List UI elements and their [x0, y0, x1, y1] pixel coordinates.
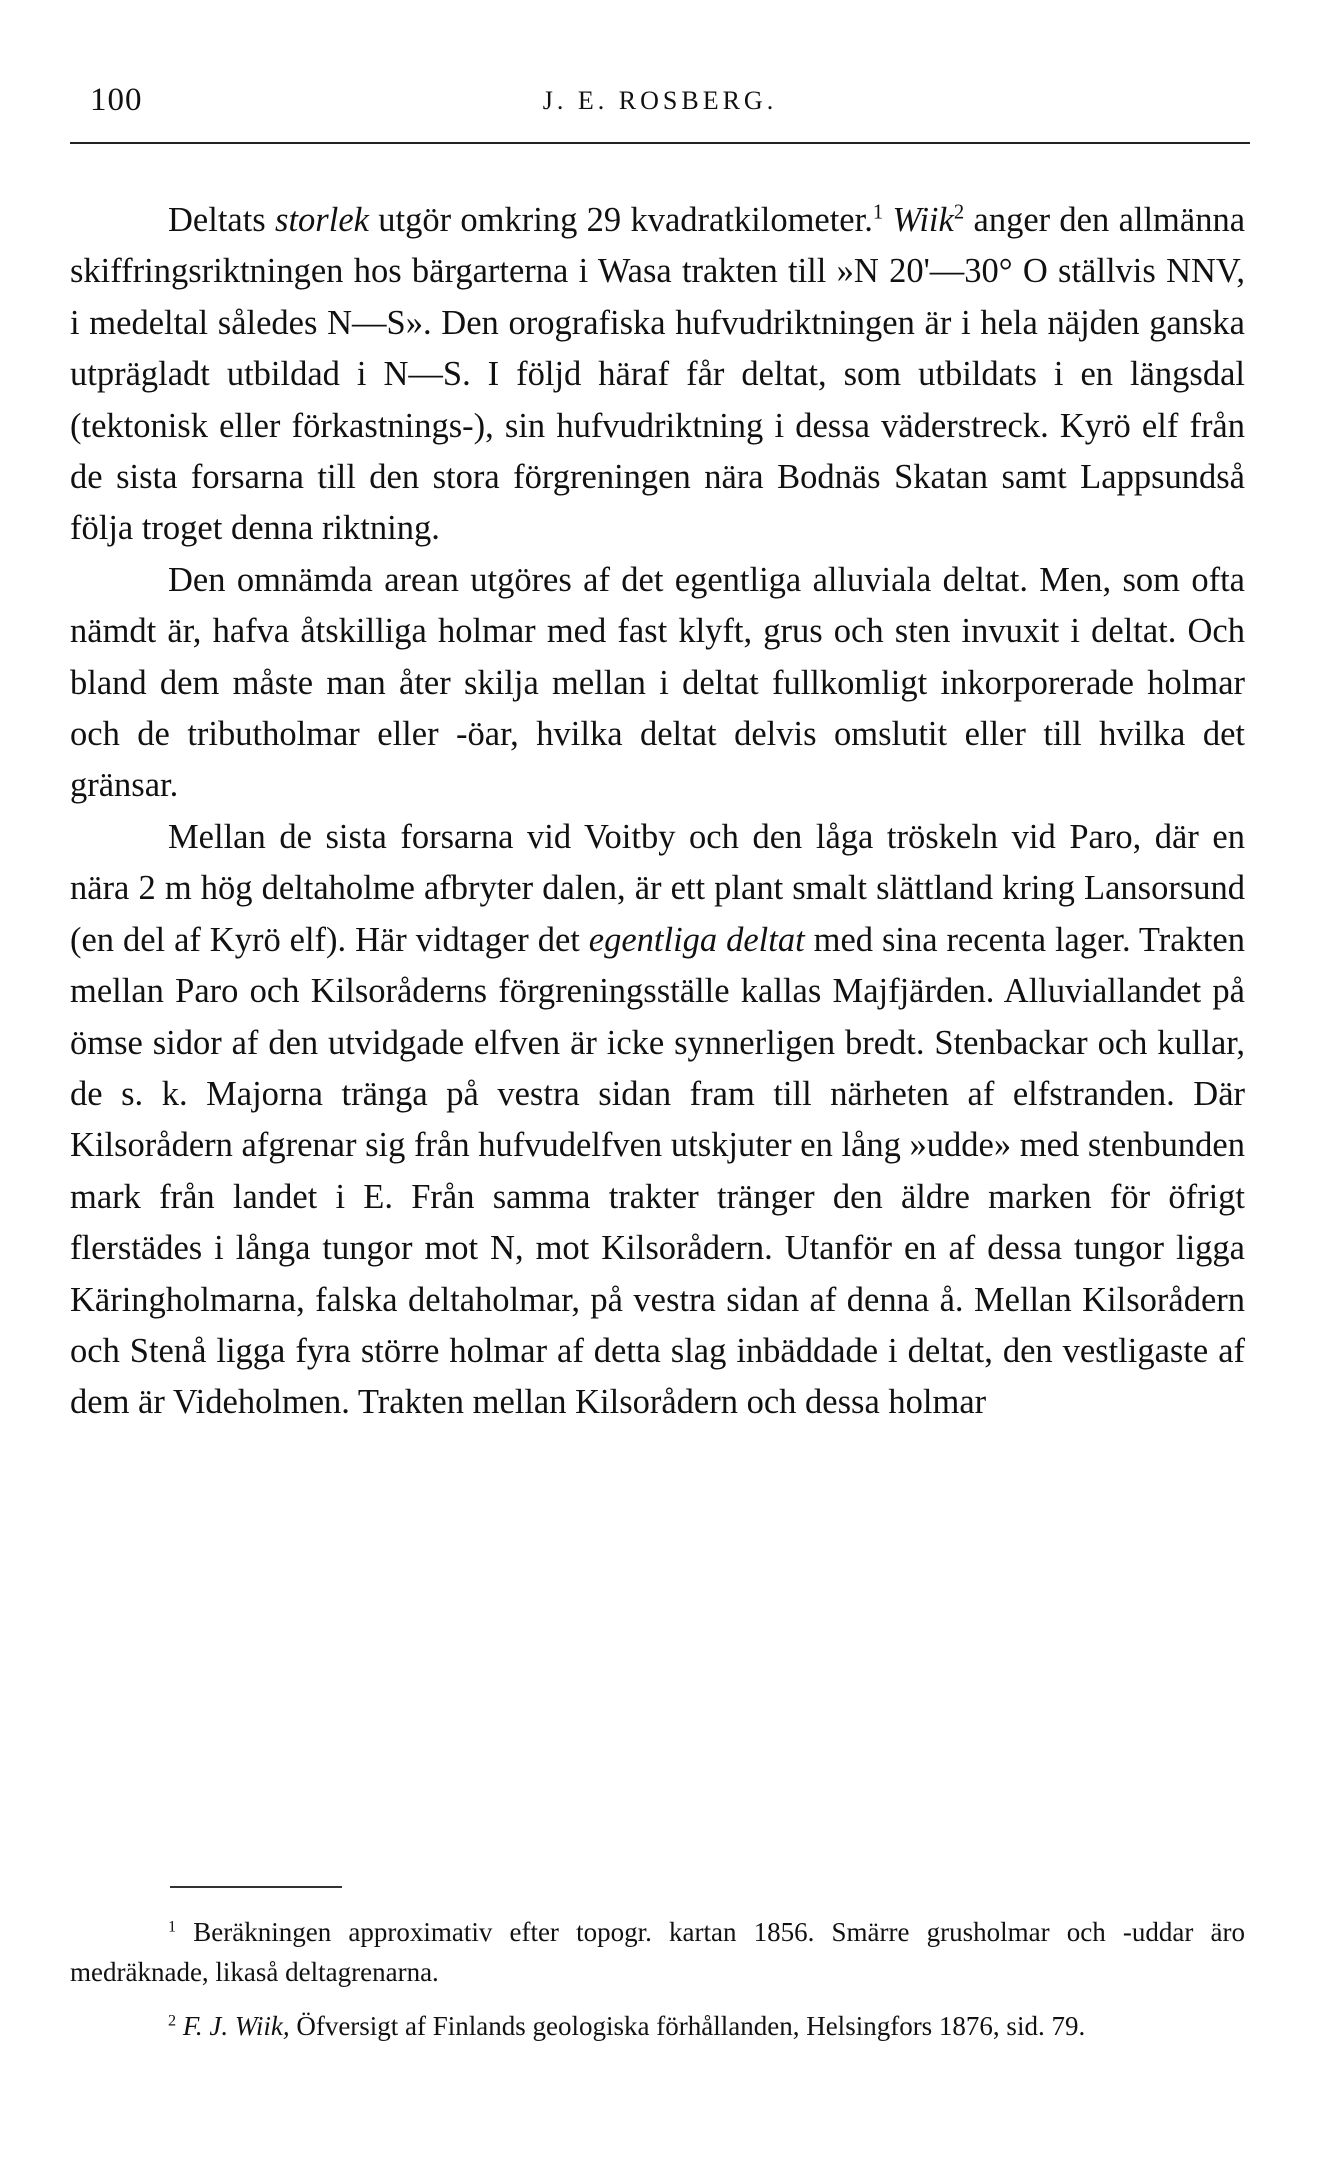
footnote-2-author: F. J. Wiik, — [182, 2011, 290, 2041]
footnotes — [70, 1912, 1245, 2060]
footnote-rule — [170, 1886, 342, 1888]
running-head: J. E. ROSBERG. — [542, 86, 778, 115]
footnote-ref-2: 2 — [953, 201, 965, 224]
p1-text-c — [883, 201, 892, 239]
body-text — [70, 195, 1245, 1429]
p1-text-a: Deltats — [168, 201, 276, 239]
p3-emphasis: egentliga deltat — [588, 920, 805, 959]
footnote-2-text: Öfversigt af Finlands geologiska förhållanden, Helsingfors 1876, sid. 79. — [289, 2011, 1086, 2041]
paragraph-1 — [70, 195, 1245, 555]
p1-text-b: utgör omkring 29 kvadratkilometer. — [368, 201, 873, 239]
p1-emphasis-storlek: storlek — [275, 201, 369, 239]
footnote-1 — [70, 1912, 1245, 1992]
footnote-2 — [70, 2006, 1245, 2046]
p3-text-a: Mellan de sista forsarna vid Voitby och den låga tröskeln vid Paro, där en nära 2 m hög deltaholme afbryter dalen, är ett plant smalt slättland kring Lansorsund (en del af Kyrö elf). Här vidtager det — [70, 817, 1245, 959]
page-header — [70, 82, 1250, 126]
paragraph-3 — [70, 812, 1245, 1429]
footnote-1-text: Beräkningen approximativ efter topogr. kartan 1856. Smärre grusholmar och -uddar äro medräknade, likaså deltagrenarna. — [70, 1917, 1245, 1987]
p1-text-d: anger den allmänna skiffringsriktningen hos bärgarterna i Wasa trakten till »N 20'—30° O ställvis NNV, i medeltal således N—S». Den orografiska hufvudriktningen är i hela näjden ganska utprägladt utbildad i N—S. I följd häraf får deltat, som utbildats i en längsdal (tektonisk eller förkastnings-), sin hufvudriktning i dessa väderstreck. Kyrö elf från de sista forsarna till den stora förgreningen nära Bodnäs Skatan samt Lappsundså följa troget denna riktning. — [70, 201, 1246, 548]
footnote-1-mark: 1 — [168, 1917, 177, 1936]
paragraph-2: Den omnämda arean utgöres af det egentliga alluviala deltat. Men, som ofta nämdt är, hafva åtskilliga holmar med fast klyft, grus och sten invuxit i deltat. Och bland dem måste man åter skilja mellan i deltat fullkomligt inkorporerade holmar och de tributholmar eller -öar, hvilka deltat delvis omslutit eller till hvilka det gränsar. — [70, 560, 1245, 805]
p3-text-b: med sina recenta lager. Trakten mellan Paro och Kilsoråderns förgreningsställe kallas Majfjärden. Alluviallandet på ömse sidor af den utvidgade elfven är icke synnerligen bredt. Stenbackar och kullar, de s. k. Majorna tränga på vestra sidan fram till närheten af elfstranden. Där Kilsorådern afgrenar sig från hufvudelfven utskjuter en lång »udde» med stenbunden mark från landet i E. Från samma trakter tränger den äldre marken för öfrigt flerstädes i långa tungor mot N, mot Kilsorådern. Utanför en af dessa tungor ligga Käringholmarna, falska deltaholmar, på vestra sidan af denna å. Mellan Kilsorådern och Stenå ligga fyra större holmar af detta slag inbäddade i deltat, den vestligaste af dem är Videholmen. Trakten mellan Kilsorådern och dessa holmar — [70, 920, 1245, 1422]
footnote-ref-1: 1 — [872, 201, 884, 224]
footnote-2-mark: 2 — [168, 2011, 177, 2030]
header-rule — [70, 142, 1250, 144]
p1-emphasis-wiik: Wiik — [892, 201, 954, 239]
page-number: 100 — [90, 82, 143, 118]
